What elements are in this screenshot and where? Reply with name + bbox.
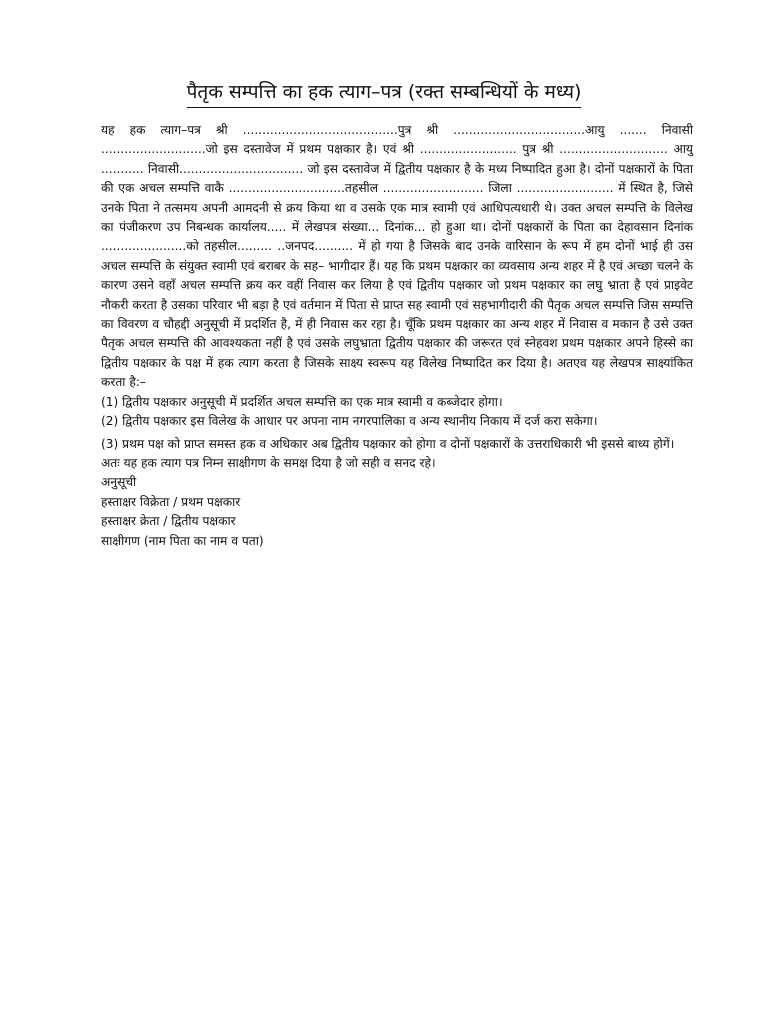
closing-line: अतः यह हक त्याग पत्र निम्न साक्षीगण के समक्ष दिया है जो सही व सनद रहे। bbox=[101, 455, 436, 470]
clause-1: (1) द्वितीय पक्षकार अनुसूची में प्रदर्शित अचल सम्पत्ति का एक मात्र स्वामी व कब्जेदार होगा। bbox=[101, 394, 503, 409]
clause-2: (2) द्वितीय पक्षकार इस विलेख के आधार पर अपना नाम नगरपालिका व अन्य स्थानीय निकाय में दर्ज करा सकेगा। bbox=[101, 414, 598, 429]
schedule-label: अनुसूची bbox=[101, 475, 137, 490]
document-title-text: पैतृक सम्पत्ति का हक त्याग–पत्र (रक्त सम्बन्धियों के मध्य) bbox=[187, 78, 582, 108]
clause-3: (3) प्रथम पक्ष को प्राप्त समस्त हक व अधिकार अब द्वितीय पक्षकार को होगा व दोनों पक्षकारों के उत्तराधिकारी भी इससे बाध्य होगें। bbox=[101, 436, 675, 451]
signature-buyer: हस्ताक्षर क्रेता / द्वितीय पक्षकार bbox=[101, 514, 236, 529]
witnesses-line: साक्षीगण (नाम पिता का नाम व पता) bbox=[101, 533, 264, 548]
document-body bbox=[101, 121, 693, 551]
document-title bbox=[0, 78, 768, 108]
signature-seller: हस्ताक्षर विक्रेता / प्रथम पक्षकार bbox=[101, 494, 241, 509]
intro-paragraph: यह हक त्याग–पत्र श्री ........................................पुत्र श्री ..................................आयु ....... निवासी ...........................जो इस दस्तावेज में प्रथम पक्षकार है। एवं श्री ......................... पुत्र श्री ............................ आयु ........... निवासी................................ जो इस दस्तावेज में द्वितीय पक्षकार है के मध्य निष्पादित हुआ है। दोनों पक्षकारों के पिता की एक अचल सम्पत्ति वाकै ..............................तहसील .......................... जिला ......................... में स्थित है, जिसे उनके पिता ने तत्समय अपनी आमदनी से क्रय किया था व उसके एक मात्र स्वामी एवं आधिपत्यधारी थे। उक्त अचल सम्पत्ति के विलेख का पंजीकरण उप निबन्धक कार्यालय..... में लेखपत्र संख्या... दिनांक... हो हुआ था। दोनों पक्षकारों के पिता का देहावसान दिनांक ......................को तहसील......... ..जनपद.......... में हो गया है जिसके बाद उनके वारिसान के रूप में हम दोनों भाई ही उस अचल सम्पत्ति के संयुक्त स्वामी एवं बराबर के सह– भागीदार हैं। यह कि प्रथम पक्षकार का व्यवसाय अन्य शहर में है एवं अच्छा चलने के कारण उसने वहाँ अचल सम्पत्ति क्रय कर वहीं निवास कर लिया है एवं द्वितीय पक्षकार जो प्रथम पक्षकार का लघु भ्राता है एवं प्राइवेट नौकरी करता है उसका परिवार भी बड़ा है एवं वर्तमान में पिता से प्राप्त सह स्वामी एवं सहभागीदारी की पैतृक अचल सम्पत्ति जिस सम्पत्ति का विवरण व चौहद्दी अनुसूची में प्रदर्शित है, में ही निवास कर रहा है। चूँकि प्रथम पक्षकार का अन्य शहर में निवास व मकान है उसे उक्त पैतृक अचल सम्पत्ति की आवश्यकता नहीं है एवं उसके लघुभ्राता द्वितीय पक्षकार की जरूरत एवं स्नेहवश प्रथम पक्षकार अपने हिस्से का द्वितीय पक्षकार के पक्ष में हक त्याग करता है जिसके साक्ष्य स्वरूप यह विलेख निष्पादित कर दिया है। अतएव यह लेखपत्र साक्ष्यांकित करता है:– bbox=[101, 123, 693, 390]
